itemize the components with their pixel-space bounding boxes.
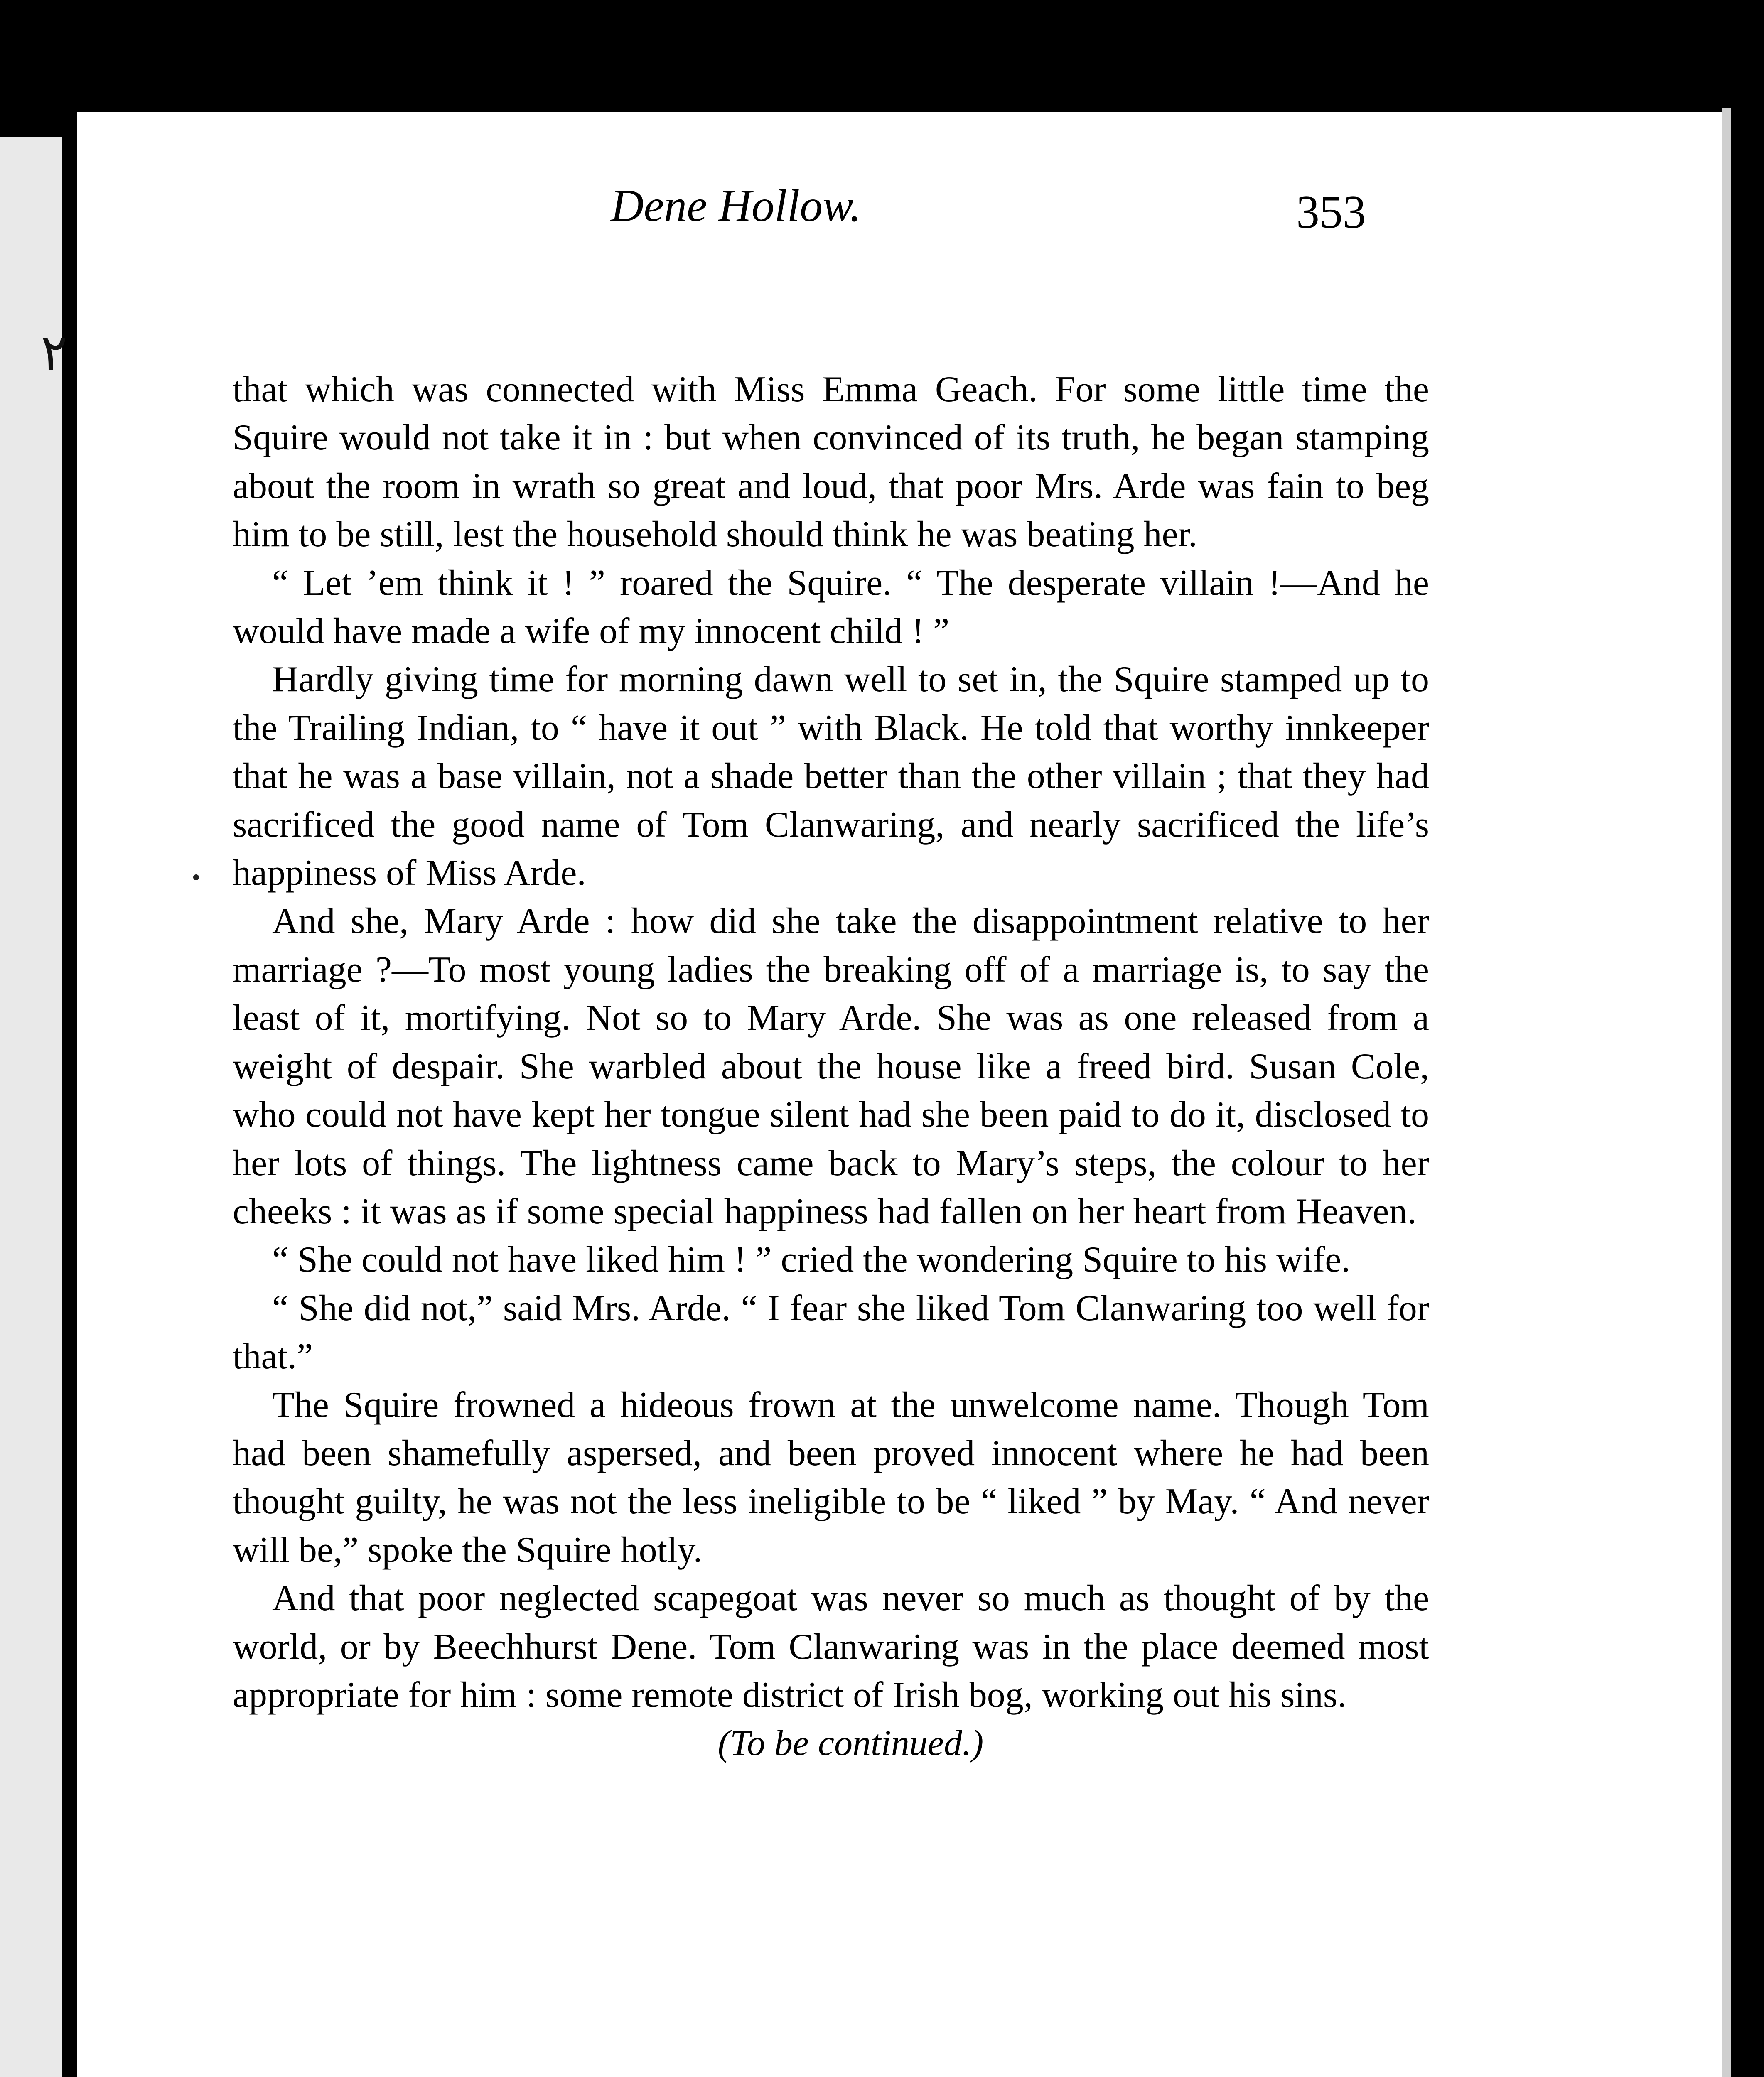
facing-page-edge [0, 137, 62, 2077]
page-edge-shadow [1722, 108, 1731, 2077]
paragraph-5: “ She could not have liked him ! ” cried the wondering Squire to his wife. [272, 1240, 1351, 1280]
paragraph-4: And she, Mary Arde : how did she take the disappointment relative to her marriage ?—To most young ladies the breaking off of a marriage is, to say the least of it, mortifying. Not so to Mary Arde. She was as one released from a weight of despair. She warbled about the house like a freed bird. Susan Cole, who could not have kept her tongue silent had she been paid to do it, disclosed to her lots of things. The lightness came back to Mary’s steps, the colour to her cheeks : it was as if some special happiness had fallen on her heart from Heaven. [233, 901, 1429, 1232]
body-text [233, 366, 1429, 1768]
page-number: 353 [1296, 187, 1366, 238]
paragraph-6: “ She did not,” said Mrs. Arde. “ I fear she liked Tom Clanwaring too well for that.” [233, 1288, 1429, 1377]
running-head: Dene Hollow. [611, 180, 861, 231]
facing-page-glyph: ٢ [41, 325, 68, 381]
ink-speck [193, 874, 199, 880]
paragraph-1: that which was connected with Miss Emma Geach. For some little time the Squire would not take it in : but when convinced of its truth, he began stamping about the room in wrath so great and loud, that poor Mrs. Arde was fain to beg him to be still, lest the household should think he was beating her. [233, 369, 1429, 555]
to-be-continued: (To be continued.) [717, 1723, 984, 1764]
paragraph-3: Hardly giving time for morning dawn well to set in, the Squire stamped up to the Trailing Indian, to “ have it out ” with Black. He told that worthy innkeeper that he was a base villain, not a shade better than the other villain ; that they had sacrificed the good name of Tom Clanwaring, and nearly sacrificed the life’s happiness of Miss Arde. [233, 659, 1429, 894]
paragraph-8: And that poor neglected scapegoat was never so much as thought of by the world, or by Beechhurst Dene. Tom Clanwaring was in the place deemed most appropriate for him : some remote district of Irish bog, working out his sins. [233, 1578, 1429, 1715]
paragraph-2: “ Let ’em think it ! ” roared the Squire. “ The desperate villain !—And he would have made a wife of my innocent child ! ” [233, 562, 1429, 652]
paragraph-7: The Squire frowned a hideous frown at the unwelcome name. Though Tom had been shamefully aspersed, and been proved innocent where he had been thought guilty, he was not the less ineligible to be “ liked ” by May. “ And never will be,” spoke the Squire hotly. [233, 1385, 1429, 1570]
